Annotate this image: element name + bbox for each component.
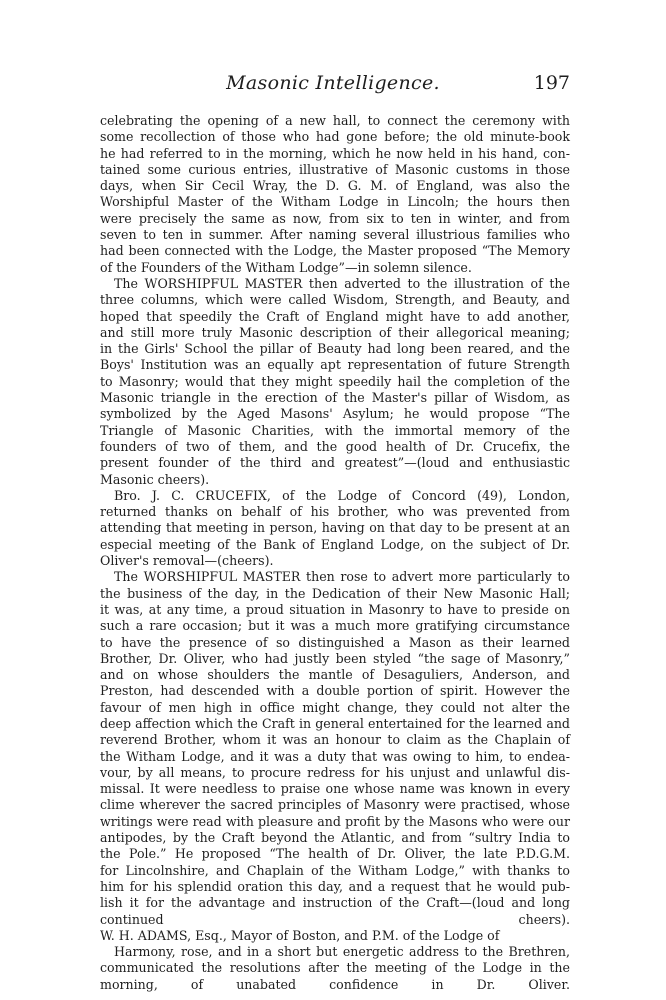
text-line: Oliver's removal—(cheers).	[100, 553, 274, 569]
page-number: 197	[533, 72, 570, 94]
text-line: W. H. ADAMS, Esq., Mayor of Boston, and P.M. of the Lodge of	[100, 927, 500, 943]
text-line: three columns, which were called Wisdom, Strength, and Beauty, and	[100, 292, 570, 308]
text-line: were precisely the same as now, from six to ten in winter, and from	[100, 210, 570, 226]
text-line: communicated the resolutions after the meeting of the Lodge in the	[100, 960, 570, 976]
text-line: Masonic cheers).	[100, 471, 210, 487]
text-line: to have the presence of so distinguished a Mason as their learned	[100, 634, 570, 650]
text-line: symbolized by the Aged Masons' Asylum; he would propose “The	[100, 406, 570, 422]
text-line: present founder of the third and greatest”—(loud and enthusiastic	[100, 455, 570, 471]
text-line: Boys' Institution was an equally apt representation of future Strength	[100, 357, 570, 373]
text-line: it was, at any time, a proud situation in Masonry to have to preside on	[100, 601, 570, 617]
text-line: continued cheers).	[100, 911, 570, 927]
text-line: seven to ten in summer. After naming several illustrious families who	[100, 227, 570, 243]
text-line: Preston, had descended with a double portion of spirit. However the	[100, 683, 570, 699]
text-line: the business of the day, in the Dedication of their New Masonic Hall;	[100, 585, 570, 601]
text-line: he had referred to in the morning, which he now held in his hand, con-	[100, 145, 570, 161]
text-line: and still more truly Masonic description of their allegorical meaning;	[100, 324, 570, 340]
page-header	[96, 72, 570, 100]
text-line: to Masonry; would that they might speedily hail the completion of the	[100, 373, 570, 389]
text-line: days, when Sir Cecil Wray, the D. G. M. of England, was also the	[100, 178, 570, 194]
text-line: some recollection of those who had gone before; the old minute-book	[100, 129, 570, 145]
text-line: clime wherever the sacred principles of Masonry were practised, whose	[100, 797, 570, 813]
text-line: reverend Brother, whom it was an honour to claim as the Chaplain of	[100, 732, 570, 748]
text-line: such a rare occasion; but it was a much more gratifying circumstance	[100, 618, 570, 634]
text-line: attending that meeting in person, having on that day to be present at an	[100, 520, 570, 536]
text-line: in the Girls' School the pillar of Beauty had long been reared, and the	[100, 341, 570, 357]
text-line: Brother, Dr. Oliver, who had justly been styled “the sage of Masonry,”	[100, 650, 570, 666]
text-line: the Pole.” He proposed “The health of Dr. Oliver, the late P.D.G.M.	[100, 846, 570, 862]
text-line: returned thanks on behalf of his brother, who was prevented from	[100, 504, 570, 520]
text-line: Worshipful Master of the Witham Lodge in Lincoln; the hours then	[100, 194, 570, 210]
text-line: for Lincolnshire, and Chaplain of the Witham Lodge,” with thanks to	[100, 862, 570, 878]
text-line: Harmony, rose, and in a short but energetic address to the Brethren,	[114, 944, 570, 960]
text-line: of the Founders of the Witham Lodge”—in solemn silence.	[100, 259, 472, 275]
text-line: vour, by all means, to procure redress for his unjust and unlawful dis-	[100, 764, 570, 780]
text-line: had been connected with the Lodge, the Master proposed “The Memory	[100, 243, 570, 259]
text-line: him for his splendid oration this day, and a request that he would pub-	[100, 878, 570, 894]
text-line: writings were read with pleasure and profit by the Masons who were our	[100, 813, 570, 829]
text-line: the Witham Lodge, and it was a duty that was owing to him, to endea-	[100, 748, 570, 764]
text-line: Masonic triangle in the erection of the Master's pillar of Wisdom, as	[100, 390, 570, 406]
text-line: The WORSHIPFUL MASTER then rose to advert more particularly to	[114, 569, 570, 585]
text-line: antipodes, by the Craft beyond the Atlantic, and from “sultry India to	[100, 830, 570, 846]
text-line: favour of men high in office might change, they could not alter the	[100, 699, 570, 715]
article-body	[100, 113, 570, 993]
text-line: especial meeting of the Bank of England Lodge, on the subject of Dr.	[100, 536, 570, 552]
text-line: deep affection which the Craft in general entertained for the learned and	[100, 715, 570, 731]
text-line: tained some curious entries, illustrative of Masonic customs in those	[100, 161, 570, 177]
text-line: missal. It were needless to praise one whose name was known in every	[100, 781, 570, 797]
running-head: Masonic Intelligence.	[226, 72, 440, 94]
text-line: morning, of unabated confidence in Dr. Oliver.	[100, 976, 570, 992]
text-line: hoped that speedily the Craft of England might have to add another,	[100, 308, 570, 324]
text-line: Bro. J. C. CRUCEFIX, of the Lodge of Concord (49), London,	[114, 487, 570, 503]
text-line: celebrating the opening of a new hall, to connect the ceremony with	[100, 113, 570, 128]
text-line: and on whose shoulders the mantle of Desaguliers, Anderson, and	[100, 667, 570, 683]
text-line: Triangle of Masonic Charities, with the immortal memory of the	[100, 422, 570, 438]
text-line: The WORSHIPFUL MASTER then adverted to the illustration of the	[114, 275, 570, 291]
text-line: founders of two of them, and the good health of Dr. Crucefix, the	[100, 438, 570, 454]
text-line: lish it for the advantage and instruction of the Craft—(loud and long	[100, 895, 570, 911]
